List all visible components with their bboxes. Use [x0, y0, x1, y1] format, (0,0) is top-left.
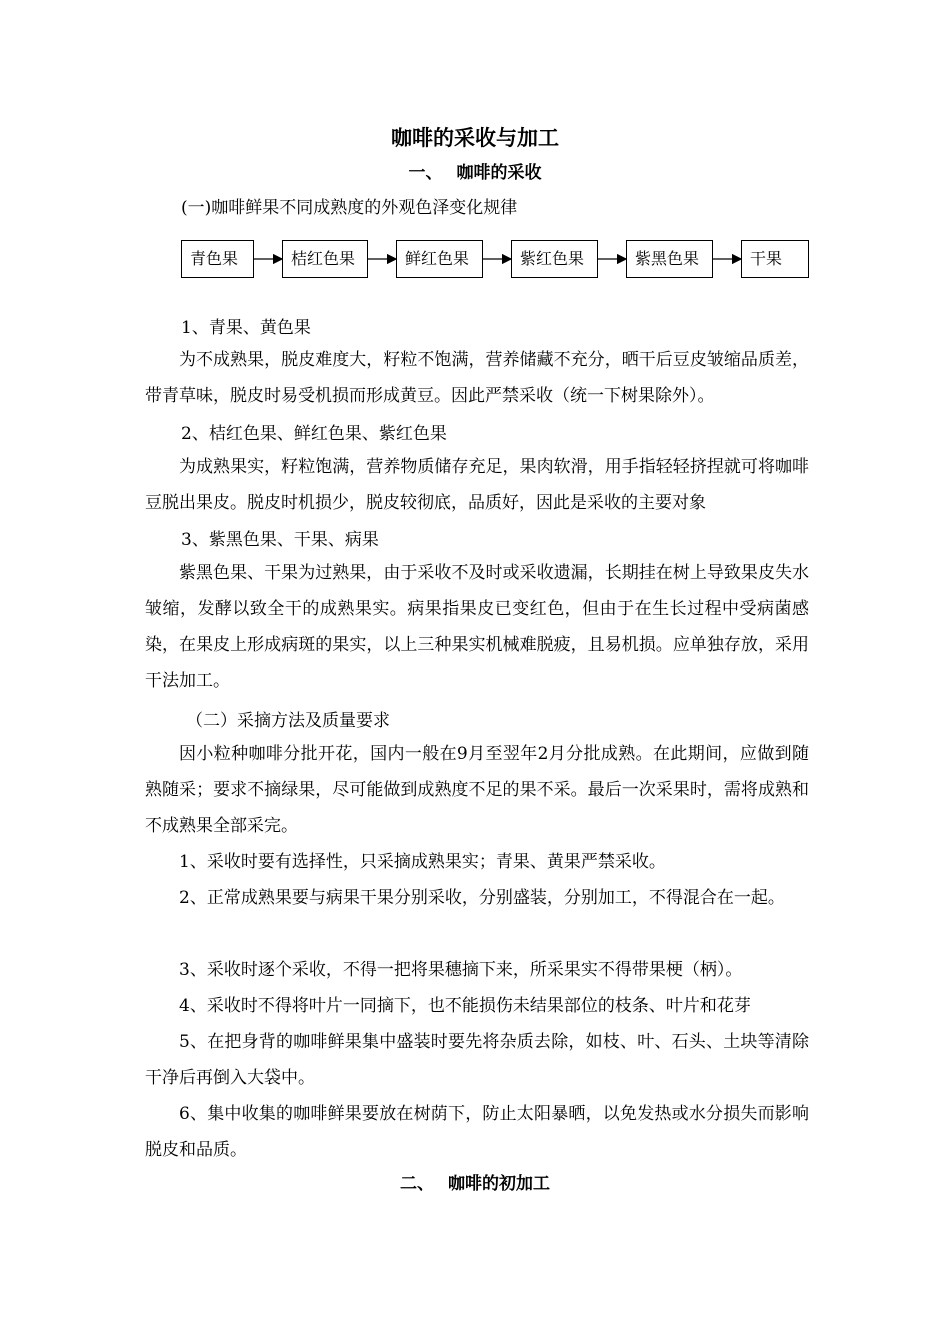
ripeness-flow-diagram [181, 240, 811, 280]
item-body-1: 为不成熟果，脱皮难度大，籽粒不饱满，营养储藏不充分，晒干后豆皮皱缩品质差，带青草味，脱皮时易受机损而形成黄豆。因此严禁采收（统一下树果除外）。 [145, 350, 809, 406]
item-heading-2: 2、桔红色果、鲜红色果、紫红色果 [181, 424, 447, 444]
subsection-heading-1: (一)咖啡鲜果不同成熟度的外观色泽变化规律 [181, 198, 518, 218]
section-title: 咖啡的采收 [456, 163, 542, 183]
section-heading-1 [0, 161, 950, 185]
flow-box-dry: 干果 [741, 240, 809, 278]
item-heading-1: 1、青果、黄色果 [181, 318, 311, 338]
subsection-2-intro: 因小粒种咖啡分批开花，国内一般在9月至翌年2月分批成熟。在此期间，应做到随熟随采；要求不摘绿果，尽可能做到成熟度不足的果不采。最后一次采果时，需将成熟和不成熟果全部采完。 [145, 744, 809, 836]
section-number: 二、 [400, 1174, 434, 1194]
rule-5: 5、在把身背的咖啡鲜果集中盛装时要先将杂质去除，如枝、叶、石头、土块等清除干净后再倒入大袋中。 [145, 1032, 809, 1088]
document-title: 咖啡的采收与加工 [391, 126, 559, 150]
flow-box-purple-black: 紫黑色果 [626, 240, 713, 278]
flow-box-purple-red: 紫红色果 [511, 240, 598, 278]
item-body-3: 紫黑色果、干果为过熟果，由于采收不及时或采收遗漏，长期挂在树上导致果皮失水皱缩，发酵以致全干的成熟果实。病果指果皮已变红色，但由于在生长过程中受病菌感染，在果皮上形成病斑的果实，以上三种果实机械难脱疲，且易机损。应单独存放，采用干法加工。 [145, 563, 809, 691]
item-heading-3: 3、紫黑色果、干果、病果 [181, 530, 379, 550]
rule-6: 6、集中收集的咖啡鲜果要放在树荫下，防止太阳暴晒，以免发热或水分损失而影响脱皮和品质。 [145, 1104, 809, 1160]
rule-1: 1、采收时要有选择性，只采摘成熟果实；青果、黄果严禁采收。 [179, 852, 666, 872]
flow-box-orange-red: 桔红色果 [282, 240, 368, 278]
flow-box-bright-red: 鲜红色果 [396, 240, 483, 278]
rule-3: 3、采收时逐个采收，不得一把将果穗摘下来，所采果实不得带果梗（柄）。 [179, 960, 743, 980]
section-title: 咖啡的初加工 [448, 1174, 550, 1194]
section-number: 一、 [408, 163, 443, 183]
subsection-heading-2: （二）采摘方法及质量要求 [186, 711, 390, 731]
rule-2: 2、正常成熟果要与病果干果分别采收，分别盛装，分别加工，不得混合在一起。 [179, 888, 785, 908]
rule-4: 4、采收时不得将叶片一同摘下，也不能损伤未结果部位的枝条、叶片和花芽 [179, 996, 751, 1016]
section-heading-2 [0, 1172, 950, 1196]
flow-arrows [181, 240, 811, 280]
item-body-2: 为成熟果实，籽粒饱满，营养物质储存充足，果肉软滑，用手指轻轻挤捏就可将咖啡豆脱出果皮。脱皮时机损少，脱皮较彻底，品质好，因此是采收的主要对象 [145, 457, 809, 513]
flow-box-green: 青色果 [181, 240, 254, 278]
